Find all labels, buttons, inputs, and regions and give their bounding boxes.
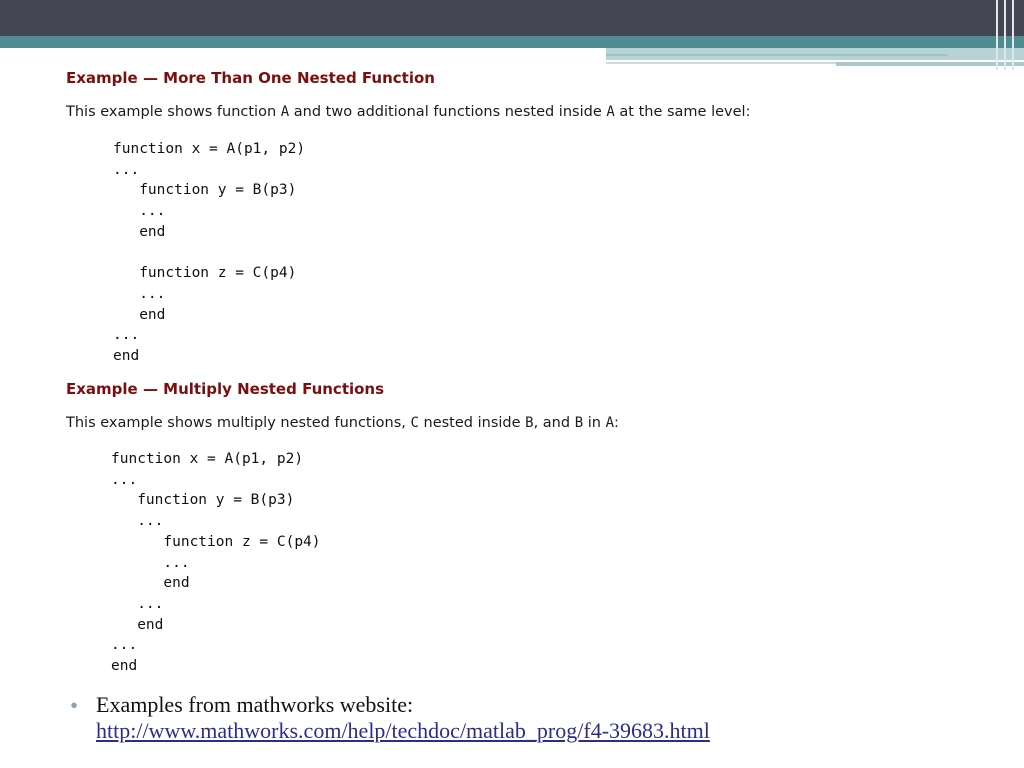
decorative-line (996, 0, 998, 70)
bullet-icon: • (70, 693, 79, 718)
accent-band (0, 36, 1024, 48)
title-bar-band (0, 0, 1024, 36)
example1-description: This example shows function A and two additional functions nested inside A at the same level: (66, 104, 751, 120)
source-label: Examples from mathworks website: (96, 692, 414, 717)
mathworks-link[interactable]: http://www.mathworks.com/help/techdoc/matlab_prog/f4-39683.html (96, 718, 710, 743)
decorative-line (1004, 0, 1006, 70)
decorative-rule (606, 62, 836, 64)
example2-heading: Example — Multiply Nested Functions (66, 380, 385, 398)
example1-heading: Example — More Than One Nested Function (66, 69, 435, 87)
source-note (96, 692, 710, 744)
decorative-rule (606, 54, 948, 56)
decorative-line (1012, 0, 1014, 70)
example2-code-block: function x = A(p1, p2) ... function y = B(p3) ... function z = C(p4) ... end ... end ... end (111, 451, 321, 675)
example2-description: This example shows multiply nested functions, C nested inside B, and B in A: (66, 415, 619, 431)
example1-code-block: function x = A(p1, p2) ... function y = B(p3) ... end function z = C(p4) ... end ... end (113, 141, 306, 365)
